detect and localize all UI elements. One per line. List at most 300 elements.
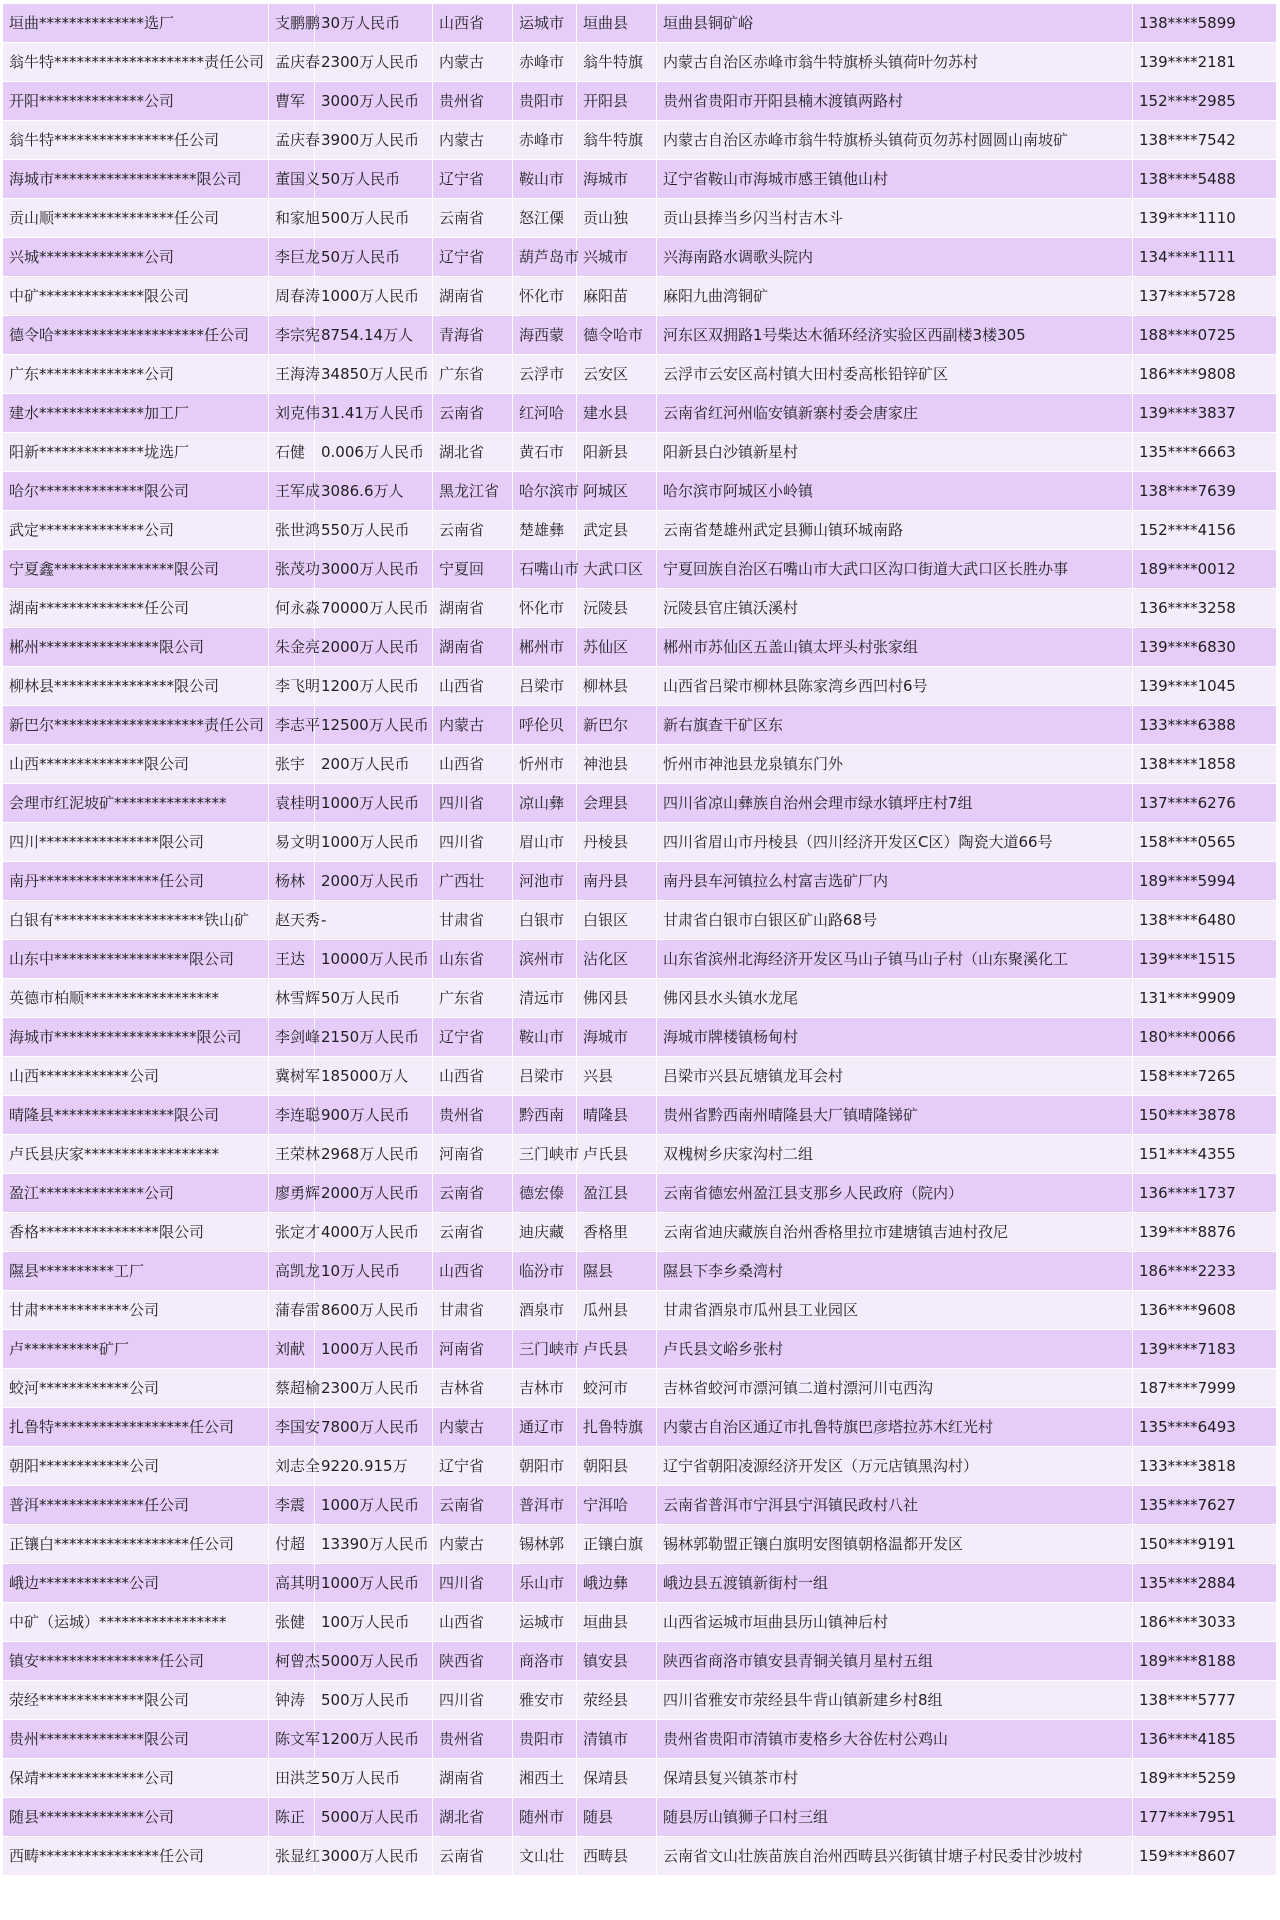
address-cell: 锡林郭勒盟正镶白旗明安图镇朝格温都开发区 <box>657 1525 1133 1564</box>
table-row <box>3 1720 1277 1759</box>
city-cell: 石嘴山市 <box>513 550 577 589</box>
contact-name-cell: 李震 <box>269 1486 315 1525</box>
city-cell: 迪庆藏 <box>513 1213 577 1252</box>
table-row <box>3 121 1277 160</box>
table-row <box>3 706 1277 745</box>
province-cell: 云南省 <box>433 1174 513 1213</box>
phone-cell: 150****9191 <box>1133 1525 1277 1564</box>
county-cell: 香格里 <box>577 1213 657 1252</box>
city-cell: 怒江傈 <box>513 199 577 238</box>
address-cell: 海城市牌楼镇杨甸村 <box>657 1018 1133 1057</box>
registered-capital-cell: 200万人民币 <box>315 745 433 784</box>
phone-cell: 158****0565 <box>1133 823 1277 862</box>
phone-cell: 136****1737 <box>1133 1174 1277 1213</box>
address-cell: 吕梁市兴县瓦塘镇龙耳会村 <box>657 1057 1133 1096</box>
contact-name-cell: 和家旭 <box>269 199 315 238</box>
company-name-cell: 甘肃************公司 <box>3 1291 269 1330</box>
phone-cell: 186****3033 <box>1133 1603 1277 1642</box>
registered-capital-cell: 50万人民币 <box>315 979 433 1018</box>
table-row <box>3 43 1277 82</box>
city-cell: 怀化市 <box>513 277 577 316</box>
registered-capital-cell: 50万人民币 <box>315 160 433 199</box>
county-cell: 阳新县 <box>577 433 657 472</box>
province-cell: 甘肃省 <box>433 1291 513 1330</box>
address-cell: 保靖县复兴镇茶市村 <box>657 1759 1133 1798</box>
province-cell: 陕西省 <box>433 1642 513 1681</box>
table-row <box>3 82 1277 121</box>
contact-name-cell: 李剑峰 <box>269 1018 315 1057</box>
registered-capital-cell: 31.41万人民币 <box>315 394 433 433</box>
city-cell: 临汾市 <box>513 1252 577 1291</box>
phone-cell: 139****8876 <box>1133 1213 1277 1252</box>
table-row <box>3 862 1277 901</box>
table-row <box>3 199 1277 238</box>
county-cell: 武定县 <box>577 511 657 550</box>
company-name-cell: 卢氏县庆家****************** <box>3 1135 269 1174</box>
address-cell: 云南省文山壮族苗族自治州西畴县兴街镇甘塘子村民委甘沙坡村 <box>657 1837 1133 1876</box>
address-cell: 河东区双拥路1号柴达木循环经济实验区西副楼3楼305 <box>657 316 1133 355</box>
address-cell: 贵州省黔西南州晴隆县大厂镇晴隆锑矿 <box>657 1096 1133 1135</box>
province-cell: 湖南省 <box>433 277 513 316</box>
company-name-cell: 朝阳************公司 <box>3 1447 269 1486</box>
registered-capital-cell: 4000万人民币 <box>315 1213 433 1252</box>
province-cell: 内蒙古 <box>433 1525 513 1564</box>
table-row <box>3 277 1277 316</box>
address-cell: 山西省吕梁市柳林县陈家湾乡西凹村6号 <box>657 667 1133 706</box>
registered-capital-cell: 2150万人民币 <box>315 1018 433 1057</box>
county-cell: 蛟河市 <box>577 1369 657 1408</box>
address-cell: 云南省楚雄州武定县狮山镇环城南路 <box>657 511 1133 550</box>
contact-name-cell: 王荣林 <box>269 1135 315 1174</box>
province-cell: 河南省 <box>433 1330 513 1369</box>
contact-name-cell: 李志平 <box>269 706 315 745</box>
registered-capital-cell: 3086.6万人 <box>315 472 433 511</box>
province-cell: 四川省 <box>433 1681 513 1720</box>
contact-name-cell: 陈文军 <box>269 1720 315 1759</box>
province-cell: 山东省 <box>433 940 513 979</box>
county-cell: 翁牛特旗 <box>577 121 657 160</box>
address-cell: 甘肃省白银市白银区矿山路68号 <box>657 901 1133 940</box>
company-name-cell: 贵州**************限公司 <box>3 1720 269 1759</box>
phone-cell: 139****7183 <box>1133 1330 1277 1369</box>
county-cell: 白银区 <box>577 901 657 940</box>
address-cell: 山西省运城市垣曲县历山镇神后村 <box>657 1603 1133 1642</box>
city-cell: 楚雄彝 <box>513 511 577 550</box>
table-row <box>3 1096 1277 1135</box>
contact-name-cell: 曹军 <box>269 82 315 121</box>
table-row <box>3 745 1277 784</box>
contact-name-cell: 蔡超榆 <box>269 1369 315 1408</box>
contact-name-cell: 张宇 <box>269 745 315 784</box>
table-row <box>3 1291 1277 1330</box>
city-cell: 吕梁市 <box>513 667 577 706</box>
county-cell: 卢氏县 <box>577 1135 657 1174</box>
phone-cell: 138****1858 <box>1133 745 1277 784</box>
phone-cell: 131****9909 <box>1133 979 1277 1018</box>
county-cell: 垣曲县 <box>577 4 657 43</box>
city-cell: 怀化市 <box>513 589 577 628</box>
address-cell: 南丹县车河镇拉么村富吉选矿厂内 <box>657 862 1133 901</box>
company-name-cell: 扎鲁特******************任公司 <box>3 1408 269 1447</box>
address-cell: 沅陵县官庄镇沃溪村 <box>657 589 1133 628</box>
table-row <box>3 1447 1277 1486</box>
registered-capital-cell: 2000万人民币 <box>315 862 433 901</box>
address-cell: 垣曲县铜矿峪 <box>657 4 1133 43</box>
province-cell: 内蒙古 <box>433 1408 513 1447</box>
company-name-cell: 保靖**************公司 <box>3 1759 269 1798</box>
city-cell: 三门峡市 <box>513 1330 577 1369</box>
contact-name-cell: 董国义 <box>269 160 315 199</box>
table-row <box>3 355 1277 394</box>
phone-cell: 152****2985 <box>1133 82 1277 121</box>
city-cell: 德宏傣 <box>513 1174 577 1213</box>
city-cell: 忻州市 <box>513 745 577 784</box>
phone-cell: 138****6480 <box>1133 901 1277 940</box>
company-name-cell: 中矿（运城）***************** <box>3 1603 269 1642</box>
company-name-cell: 建水**************加工厂 <box>3 394 269 433</box>
table-row <box>3 4 1277 43</box>
phone-cell: 150****3878 <box>1133 1096 1277 1135</box>
province-cell: 辽宁省 <box>433 238 513 277</box>
phone-cell: 186****9808 <box>1133 355 1277 394</box>
contact-name-cell: 支鹏鹏 <box>269 4 315 43</box>
city-cell: 随州市 <box>513 1798 577 1837</box>
address-cell: 新右旗查干矿区东 <box>657 706 1133 745</box>
county-cell: 翁牛特旗 <box>577 43 657 82</box>
province-cell: 山西省 <box>433 1057 513 1096</box>
city-cell: 商洛市 <box>513 1642 577 1681</box>
address-cell: 兴海南路水调歌头院内 <box>657 238 1133 277</box>
company-table <box>2 3 1277 1876</box>
city-cell: 呼伦贝 <box>513 706 577 745</box>
contact-name-cell: 李连聪 <box>269 1096 315 1135</box>
contact-name-cell: 周春涛 <box>269 277 315 316</box>
county-cell: 新巴尔 <box>577 706 657 745</box>
company-name-cell: 隰县**********工厂 <box>3 1252 269 1291</box>
company-name-cell: 白银有********************铁山矿 <box>3 901 269 940</box>
table-row <box>3 823 1277 862</box>
company-name-cell: 阳新**************垅选厂 <box>3 433 269 472</box>
table-row <box>3 511 1277 550</box>
company-name-cell: 会理市红泥坡矿*************** <box>3 784 269 823</box>
county-cell: 镇安县 <box>577 1642 657 1681</box>
company-name-cell: 山西************公司 <box>3 1057 269 1096</box>
contact-name-cell: 田洪芝 <box>269 1759 315 1798</box>
city-cell: 乐山市 <box>513 1564 577 1603</box>
registered-capital-cell: 13390万人民币 <box>315 1525 433 1564</box>
phone-cell: 137****5728 <box>1133 277 1277 316</box>
county-cell: 丹棱县 <box>577 823 657 862</box>
province-cell: 内蒙古 <box>433 43 513 82</box>
phone-cell: 139****1110 <box>1133 199 1277 238</box>
company-name-cell: 山东中******************限公司 <box>3 940 269 979</box>
city-cell: 三门峡市 <box>513 1135 577 1174</box>
county-cell: 盈江县 <box>577 1174 657 1213</box>
county-cell: 随县 <box>577 1798 657 1837</box>
province-cell: 云南省 <box>433 1486 513 1525</box>
table-row <box>3 979 1277 1018</box>
province-cell: 吉林省 <box>433 1369 513 1408</box>
company-name-cell: 哈尔**************限公司 <box>3 472 269 511</box>
province-cell: 湖南省 <box>433 628 513 667</box>
phone-cell: 158****7265 <box>1133 1057 1277 1096</box>
company-name-cell: 镇安****************任公司 <box>3 1642 269 1681</box>
address-cell: 宁夏回族自治区石嘴山市大武口区沟口街道大武口区长胜办事 <box>657 550 1133 589</box>
registered-capital-cell: 185000万人 <box>315 1057 433 1096</box>
phone-cell: 139****1045 <box>1133 667 1277 706</box>
province-cell: 河南省 <box>433 1135 513 1174</box>
phone-cell: 135****7627 <box>1133 1486 1277 1525</box>
contact-name-cell: 王达 <box>269 940 315 979</box>
table-row <box>3 589 1277 628</box>
company-name-cell: 晴隆县****************限公司 <box>3 1096 269 1135</box>
contact-name-cell: 孟庆春 <box>269 121 315 160</box>
county-cell: 沾化区 <box>577 940 657 979</box>
province-cell: 辽宁省 <box>433 1018 513 1057</box>
phone-cell: 177****7951 <box>1133 1798 1277 1837</box>
province-cell: 广西壮 <box>433 862 513 901</box>
company-name-cell: 南丹****************任公司 <box>3 862 269 901</box>
table-row <box>3 1486 1277 1525</box>
contact-name-cell: 杨林 <box>269 862 315 901</box>
registered-capital-cell: 5000万人民币 <box>315 1798 433 1837</box>
county-cell: 大武口区 <box>577 550 657 589</box>
contact-name-cell: 王海涛 <box>269 355 315 394</box>
county-cell: 麻阳苗 <box>577 277 657 316</box>
registered-capital-cell: 3000万人民币 <box>315 1837 433 1876</box>
province-cell: 内蒙古 <box>433 706 513 745</box>
county-cell: 隰县 <box>577 1252 657 1291</box>
address-cell: 四川省眉山市丹棱县（四川经济开发区C区）陶瓷大道66号 <box>657 823 1133 862</box>
province-cell: 广东省 <box>433 355 513 394</box>
company-name-cell: 广东**************公司 <box>3 355 269 394</box>
province-cell: 广东省 <box>433 979 513 1018</box>
province-cell: 四川省 <box>433 1564 513 1603</box>
registered-capital-cell: 1000万人民币 <box>315 823 433 862</box>
phone-cell: 151****4355 <box>1133 1135 1277 1174</box>
phone-cell: 139****6830 <box>1133 628 1277 667</box>
table-body <box>3 4 1277 1876</box>
registered-capital-cell: 8754.14万人 <box>315 316 433 355</box>
company-name-cell: 开阳**************公司 <box>3 82 269 121</box>
county-cell: 保靖县 <box>577 1759 657 1798</box>
contact-name-cell: 李飞明 <box>269 667 315 706</box>
county-cell: 卢氏县 <box>577 1330 657 1369</box>
phone-cell: 136****9608 <box>1133 1291 1277 1330</box>
city-cell: 凉山彝 <box>513 784 577 823</box>
contact-name-cell: 张定才 <box>269 1213 315 1252</box>
registered-capital-cell: 70000万人民币 <box>315 589 433 628</box>
company-name-cell: 柳林县****************限公司 <box>3 667 269 706</box>
phone-cell: 159****8607 <box>1133 1837 1277 1876</box>
city-cell: 雅安市 <box>513 1681 577 1720</box>
registered-capital-cell: 2000万人民币 <box>315 1174 433 1213</box>
contact-name-cell: 钟涛 <box>269 1681 315 1720</box>
contact-name-cell: 冀树军 <box>269 1057 315 1096</box>
phone-cell: 187****7999 <box>1133 1369 1277 1408</box>
registered-capital-cell: 0.006万人民币 <box>315 433 433 472</box>
table-row <box>3 1837 1277 1876</box>
county-cell: 贡山独 <box>577 199 657 238</box>
address-cell: 四川省凉山彝族自治州会理市绿水镇坪庄村7组 <box>657 784 1133 823</box>
table-row <box>3 1564 1277 1603</box>
table-row <box>3 784 1277 823</box>
registered-capital-cell: 1000万人民币 <box>315 784 433 823</box>
company-name-cell: 武定**************公司 <box>3 511 269 550</box>
company-name-cell: 翁牛特********************责任公司 <box>3 43 269 82</box>
company-name-cell: 英德市柏顺****************** <box>3 979 269 1018</box>
city-cell: 白银市 <box>513 901 577 940</box>
county-cell: 朝阳县 <box>577 1447 657 1486</box>
contact-name-cell: 张茂功 <box>269 550 315 589</box>
table-row <box>3 238 1277 277</box>
company-name-cell: 正镶白******************任公司 <box>3 1525 269 1564</box>
table-row <box>3 1642 1277 1681</box>
address-cell: 山东省滨州北海经济开发区马山子镇马山子村（山东聚溪化工 <box>657 940 1133 979</box>
province-cell: 湖北省 <box>433 1798 513 1837</box>
county-cell: 南丹县 <box>577 862 657 901</box>
address-cell: 云南省迪庆藏族自治州香格里拉市建塘镇吉迪村孜尼 <box>657 1213 1133 1252</box>
county-cell: 清镇市 <box>577 1720 657 1759</box>
city-cell: 贵阳市 <box>513 1720 577 1759</box>
registered-capital-cell: 500万人民币 <box>315 199 433 238</box>
county-cell: 荥经县 <box>577 1681 657 1720</box>
registered-capital-cell: 2300万人民币 <box>315 1369 433 1408</box>
county-cell: 云安区 <box>577 355 657 394</box>
county-cell: 沅陵县 <box>577 589 657 628</box>
province-cell: 湖南省 <box>433 1759 513 1798</box>
registered-capital-cell: 3900万人民币 <box>315 121 433 160</box>
phone-cell: 139****3837 <box>1133 394 1277 433</box>
phone-cell: 152****4156 <box>1133 511 1277 550</box>
address-cell: 内蒙古自治区赤峰市翁牛特旗桥头镇荷页勿苏村圆圆山南坡矿 <box>657 121 1133 160</box>
address-cell: 卢氏县文峪乡张村 <box>657 1330 1133 1369</box>
phone-cell: 139****1515 <box>1133 940 1277 979</box>
county-cell: 苏仙区 <box>577 628 657 667</box>
contact-name-cell: 蒲春雷 <box>269 1291 315 1330</box>
city-cell: 鞍山市 <box>513 160 577 199</box>
registered-capital-cell: 1000万人民币 <box>315 1564 433 1603</box>
address-cell: 甘肃省酒泉市瓜州县工业园区 <box>657 1291 1133 1330</box>
company-name-cell: 德令哈********************任公司 <box>3 316 269 355</box>
company-name-cell: 峨边************公司 <box>3 1564 269 1603</box>
county-cell: 建水县 <box>577 394 657 433</box>
table-row <box>3 394 1277 433</box>
city-cell: 云浮市 <box>513 355 577 394</box>
province-cell: 四川省 <box>433 823 513 862</box>
province-cell: 湖北省 <box>433 433 513 472</box>
registered-capital-cell: 500万人民币 <box>315 1681 433 1720</box>
province-cell: 内蒙古 <box>433 121 513 160</box>
city-cell: 吉林市 <box>513 1369 577 1408</box>
phone-cell: 133****6388 <box>1133 706 1277 745</box>
table-row <box>3 1174 1277 1213</box>
county-cell: 宁洱哈 <box>577 1486 657 1525</box>
table-row <box>3 472 1277 511</box>
city-cell: 滨州市 <box>513 940 577 979</box>
phone-cell: 189****8188 <box>1133 1642 1277 1681</box>
contact-name-cell: 李宗宪 <box>269 316 315 355</box>
address-cell: 辽宁省朝阳凌源经济开发区（万元店镇黑沟村） <box>657 1447 1133 1486</box>
company-name-cell: 海城市*******************限公司 <box>3 1018 269 1057</box>
phone-cell: 135****6493 <box>1133 1408 1277 1447</box>
registered-capital-cell: 12500万人民币 <box>315 706 433 745</box>
county-cell: 扎鲁特旗 <box>577 1408 657 1447</box>
address-cell: 阳新县白沙镇新星村 <box>657 433 1133 472</box>
registered-capital-cell: 2300万人民币 <box>315 43 433 82</box>
registered-capital-cell: 10000万人民币 <box>315 940 433 979</box>
registered-capital-cell: 30万人民币 <box>315 4 433 43</box>
county-cell: 晴隆县 <box>577 1096 657 1135</box>
county-cell: 开阳县 <box>577 82 657 121</box>
city-cell: 鞍山市 <box>513 1018 577 1057</box>
table-row <box>3 1330 1277 1369</box>
contact-name-cell: 柯曾杰 <box>269 1642 315 1681</box>
contact-name-cell: 付超 <box>269 1525 315 1564</box>
registered-capital-cell: 50万人民币 <box>315 238 433 277</box>
table-row <box>3 160 1277 199</box>
address-cell: 辽宁省鞍山市海城市感王镇他山村 <box>657 160 1133 199</box>
table-row <box>3 1798 1277 1837</box>
province-cell: 宁夏回 <box>433 550 513 589</box>
province-cell: 贵州省 <box>433 82 513 121</box>
company-name-cell: 湖南**************任公司 <box>3 589 269 628</box>
city-cell: 眉山市 <box>513 823 577 862</box>
contact-name-cell: 李巨龙 <box>269 238 315 277</box>
registered-capital-cell: 100万人民币 <box>315 1603 433 1642</box>
address-cell: 贵州省贵阳市清镇市麦格乡大谷佐村公鸡山 <box>657 1720 1133 1759</box>
phone-cell: 189****5994 <box>1133 862 1277 901</box>
county-cell: 兴城市 <box>577 238 657 277</box>
province-cell: 贵州省 <box>433 1096 513 1135</box>
company-name-cell: 贡山顺****************任公司 <box>3 199 269 238</box>
contact-name-cell: 石健 <box>269 433 315 472</box>
city-cell: 锡林郭 <box>513 1525 577 1564</box>
city-cell: 通辽市 <box>513 1408 577 1447</box>
phone-cell: 133****3818 <box>1133 1447 1277 1486</box>
address-cell: 哈尔滨市阿城区小岭镇 <box>657 472 1133 511</box>
city-cell: 河池市 <box>513 862 577 901</box>
table-row <box>3 667 1277 706</box>
city-cell: 哈尔滨市 <box>513 472 577 511</box>
province-cell: 云南省 <box>433 199 513 238</box>
city-cell: 葫芦岛市 <box>513 238 577 277</box>
county-cell: 神池县 <box>577 745 657 784</box>
company-name-cell: 普洱**************任公司 <box>3 1486 269 1525</box>
province-cell: 辽宁省 <box>433 160 513 199</box>
city-cell: 朝阳市 <box>513 1447 577 1486</box>
address-cell: 吉林省蛟河市漂河镇二道村漂河川屯西沟 <box>657 1369 1133 1408</box>
contact-name-cell: 赵天秀 <box>269 901 315 940</box>
registered-capital-cell: 1000万人民币 <box>315 1486 433 1525</box>
province-cell: 甘肃省 <box>433 901 513 940</box>
province-cell: 云南省 <box>433 394 513 433</box>
city-cell: 普洱市 <box>513 1486 577 1525</box>
address-cell: 峨边县五渡镇新街村一组 <box>657 1564 1133 1603</box>
company-name-cell: 西畴****************任公司 <box>3 1837 269 1876</box>
address-cell: 隰县下李乡桑湾村 <box>657 1252 1133 1291</box>
registered-capital-cell: 5000万人民币 <box>315 1642 433 1681</box>
table-row <box>3 1681 1277 1720</box>
table-row <box>3 1252 1277 1291</box>
address-cell: 佛冈县水头镇水龙尾 <box>657 979 1133 1018</box>
registered-capital-cell: - <box>315 901 433 940</box>
company-name-cell: 盈江**************公司 <box>3 1174 269 1213</box>
contact-name-cell: 林雪辉 <box>269 979 315 1018</box>
address-cell: 郴州市苏仙区五盖山镇太坪头村张家组 <box>657 628 1133 667</box>
address-cell: 双槐树乡庆家沟村二组 <box>657 1135 1133 1174</box>
table-row <box>3 316 1277 355</box>
